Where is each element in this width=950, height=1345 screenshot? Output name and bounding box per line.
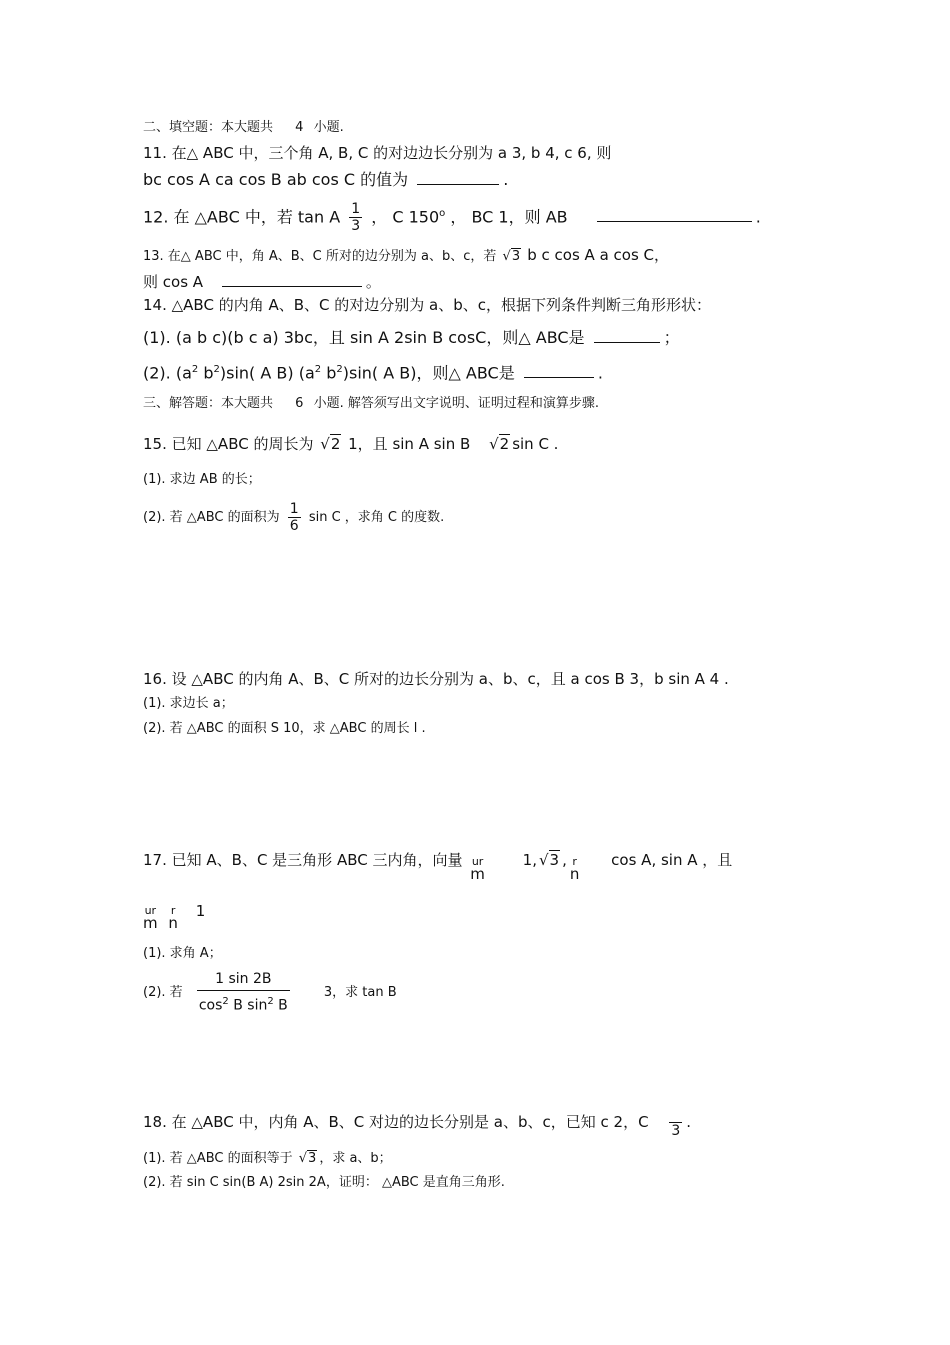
q18-sub1 [143,1149,392,1169]
q12-frac-num: 1 [351,201,361,218]
q17-dot-m-letter: m [143,914,158,932]
q13-text-2: 则 cos A [143,273,204,291]
q18-end: . [686,1113,692,1131]
q18-line1 [143,1102,691,1142]
q14-text-1: 14. △ABC 的内角 A、B、C 的对边分别为 a、b、c，根据下列条件判断三角形形状： [143,296,711,314]
q15-sqrt-2-radicand: 2 [499,435,510,453]
q13-text-1-post: b c cos A a cos C， [527,246,670,264]
q18-sub1-pre: (1). 若 △ABC 的面积等于 [143,1151,293,1166]
q17-den-sup-2: 2 [267,996,274,1007]
q17-sqrt-radicand: 3 [549,851,560,869]
q17-frac-den [197,991,290,1017]
q15-sub2 [143,498,444,538]
q18-sub2-text: (2). 若 sin C sin(B A) 2sin 2A，证明： △ABC 是直角三角形. [143,1175,505,1190]
q17-vector-m-letter: m [470,865,485,883]
q18-sub1-post: ，求 a、b； [319,1151,392,1166]
q16-sub1 [143,694,234,714]
q17-sqrt: √3 [538,851,560,869]
q17-line1: 17. 已知 A、B、C 是三角形 ABC 三内角，向量 ur m 1, √3 , r n cos A, sin A ，且 [143,840,732,880]
q17-vector-n-arrow: r [572,855,577,868]
q17-dot-n-arrow: r [170,904,176,917]
q17-den-a: cos [198,997,223,1014]
q15-line1 [143,434,558,454]
section-2-title: 二、填空题：本大题共 [143,120,274,135]
q12-answer-blank[interactable] [597,207,752,222]
q16-text-1: 16. 设 △ABC 的内角 A、B、C 所对的边长分别为 a、b、c，且 a cos B 3，b sin A 4 . [143,670,729,688]
q16-sub2 [143,719,426,739]
q17-sub2 [143,968,397,1017]
q17-sub1 [143,944,222,964]
q13-sqrt-radicand: 3 [511,249,521,264]
q17-line2 [143,893,206,932]
q12-text-pre: 12. 在 △ABC 中，若 tan A [143,207,341,227]
q14-sup-3: 2 [314,364,322,375]
q14-part2-d: b [321,363,337,383]
q17-den-b: B sin [228,997,268,1014]
q13-answer-blank[interactable] [222,272,362,287]
q15-fraction [288,501,301,534]
q17-sub1-text: (1). 求角 A； [143,946,222,961]
q12-degree-mark: o [439,208,446,219]
q12-fraction [349,201,362,234]
q17-fraction [197,968,290,1017]
q15-sqrt-1: √2 [320,435,341,453]
q17-text-mid: 1, [522,851,537,869]
q17-dot-vector-n [168,904,178,932]
q15-sqrt-1-radicand: 2 [330,435,341,453]
q14-part2-c: )sin( A B) (a [219,363,315,383]
q14-part1-text: (1). (a b c)(b c a) 3bc，且 sin A 2sin B cosC，则△ ABC是 [143,328,585,347]
q17-vector-n [569,855,580,883]
q15-sub1-text: (1). 求边 AB 的长； [143,472,261,487]
q11-text-1: 11. 在△ ABC 中，三个角 A, B, C 的对边边长分别为 a 3, b 4, c 6, 则 [143,144,612,162]
q16-line1 [143,669,729,689]
q13-line1 [143,245,669,267]
q11-end: . [503,170,509,189]
q14-sup-1: 2 [191,364,199,375]
q17-dot-m-arrow: ur [144,904,157,917]
q14-part1-end: ； [663,328,680,347]
q18-frac-num [669,1106,682,1123]
q17-dot-n-letter: n [168,914,178,932]
q15-text-post: sin C . [512,435,559,453]
q16-sub1-text: (1). 求边长 a； [143,696,234,711]
q18-sqrt: √3 [298,1151,317,1166]
q14-sup-2: 2 [213,364,220,375]
q18-sub2 [143,1173,505,1193]
q12-end: . [755,207,761,227]
section-2-count: 4 [295,120,304,135]
q12-frac-den: 3 [351,218,361,235]
q15-sub2-pre: (2). 若 △ABC 的面积为 [143,510,280,525]
q17-vector-m-arrow: ur [471,855,484,868]
q14-part2-end: . [597,363,603,383]
q15-sub1 [143,470,261,490]
q13-line2 [143,272,381,292]
q18-fraction [669,1106,682,1139]
q17-text-post: cos A, sin A ，且 [611,851,733,869]
section-2-unit: 小题. [313,120,344,135]
q15-frac-den: 6 [289,518,299,534]
q14-part2-blank[interactable] [524,363,594,378]
q14-part2 [143,360,603,383]
section-3-unit: 小题. 解答须写出文字说明、证明过程和演算步骤. [313,396,599,411]
q13-text-1: 13. 在△ ABC 中，角 A、B、C 所对的边分别为 a、b、c，若 [143,249,497,264]
q17-frac-num: 1 sin 2B [197,968,290,991]
q18-frac-den: 3 [671,1123,681,1139]
q15-text-pre: 15. 已知 △ABC 的周长为 [143,435,314,453]
q13-end: 。 [365,273,381,291]
q18-sqrt-radicand: 3 [308,1151,317,1166]
section-3-count: 6 [295,396,304,411]
q16-sub2-text: (2). 若 △ABC 的面积 S 10，求 △ABC 的周长 l . [143,721,426,736]
q15-sub2-post: sin C ，求角 C 的度数. [308,510,445,525]
q15-frac-num: 1 [289,501,299,517]
q14-part2-b: b [198,363,214,383]
q14-part2-a: (2). (a [143,363,192,383]
q17-vector-n-letter: n [569,865,580,883]
q11-answer-blank[interactable] [417,170,499,185]
q13-sqrt: √3 [502,249,521,264]
q12-text-post: ， C 150 [371,207,440,227]
section-2-heading [143,118,344,138]
q17-dot-value: 1 [195,902,206,920]
q18-text-pre: 18. 在 △ABC 中，内角 A、B、C 对边的边长分别是 a、b、c，已知 c 2，C [143,1113,649,1131]
q14-line1 [143,295,711,315]
q17-text-pre: 17. 已知 A、B、C 是三角形 ABC 三内角，向量 [143,851,463,869]
q15-text-mid: 1，且 sin A sin B [348,435,471,453]
q11-line1 [143,143,611,163]
section-3-heading [143,394,599,414]
q12-line [143,196,761,235]
q14-sup-4: 2 [336,364,343,375]
q17-sub2-pre: (2). 若 [143,984,183,1000]
section-3-title: 三、解答题：本大题共 [143,396,274,411]
q17-dot-vector-m [143,904,158,932]
q14-part2-e: )sin( A B)，则△ ABC是 [342,363,515,383]
q17-den-c: B [273,997,288,1014]
q17-den-sup-1: 2 [222,996,229,1007]
q17-sub2-post: 3，求 tan B [323,984,397,1000]
q12-text-post2: ， BC 1，则 AB [450,207,568,227]
q14-part1 [143,328,680,348]
q11-line2 [143,170,508,190]
q11-text-2: bc cos A ca cos B ab cos C 的值为 [143,170,409,189]
q14-part1-blank[interactable] [594,328,660,343]
q15-sqrt-2: √2 [489,435,510,453]
q17-vector-m [470,855,485,883]
